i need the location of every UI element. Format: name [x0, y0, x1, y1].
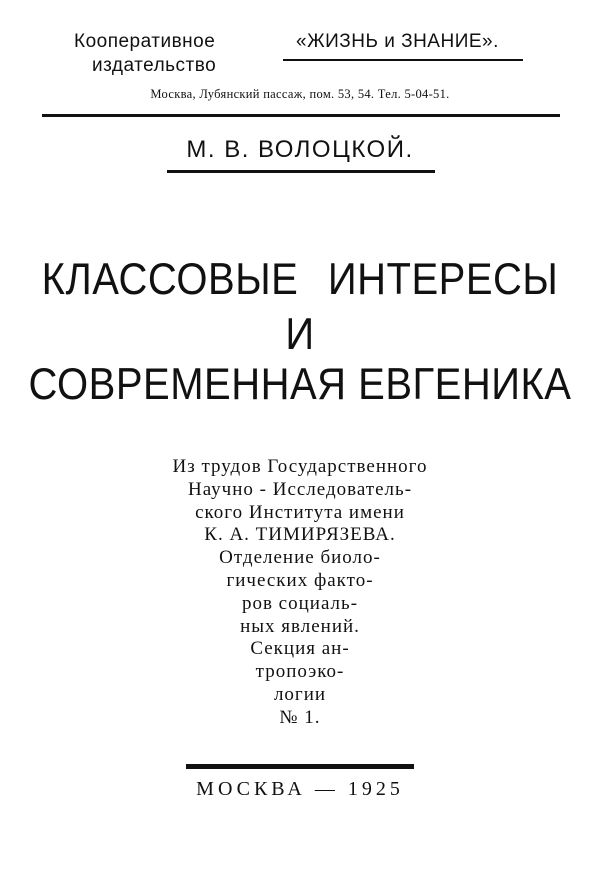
publisher-address: Москва, Лубянский пассаж, пом. 53, 54. Тел. 5-04-51.	[150, 87, 450, 101]
subtitle-line: тропоэко-	[255, 661, 345, 683]
subtitle-line: Отделение биоло-	[219, 547, 381, 569]
imprint-city-year: МОСКВА — 1925	[196, 778, 404, 800]
subtitle-line: логии	[273, 683, 327, 705]
subtitle-line: ров социаль-	[241, 592, 359, 614]
subtitle-line: ского Института имени	[195, 501, 405, 523]
subtitle-line: Из трудов Государственного	[172, 456, 428, 477]
title-line-2: И	[285, 310, 315, 360]
brand-underline	[283, 59, 523, 61]
author-name: М. В. ВОЛОЦКОЙ.	[186, 136, 414, 163]
subtitle-line: К. А. ТИМИРЯЗЕВА.	[204, 524, 396, 546]
publisher-name	[74, 30, 216, 78]
subtitle-line: Научно - Исследователь-	[187, 478, 413, 500]
subtitle-line: № 1.	[279, 706, 321, 728]
author-underline	[167, 170, 435, 173]
subtitle-line: Секция ан-	[250, 638, 350, 660]
subtitle-block	[0, 456, 600, 730]
header-divider	[42, 114, 560, 117]
title-line-3: СОВРЕМЕННАЯ ЕВГЕНИКА	[28, 360, 572, 410]
publisher-line-1: Кооперативное	[74, 31, 216, 52]
title-line-1: КЛАССОВЫЕ ИНТЕРЕСЫ	[41, 255, 559, 305]
subtitle-line: ных явлений.	[240, 615, 360, 637]
subtitle-line: гических факто-	[226, 569, 374, 591]
imprint-rule	[186, 764, 414, 769]
publisher-line-2: издательство	[92, 55, 217, 76]
publisher-brand: «ЖИЗНЬ и ЗНАНИЕ».	[296, 31, 499, 52]
